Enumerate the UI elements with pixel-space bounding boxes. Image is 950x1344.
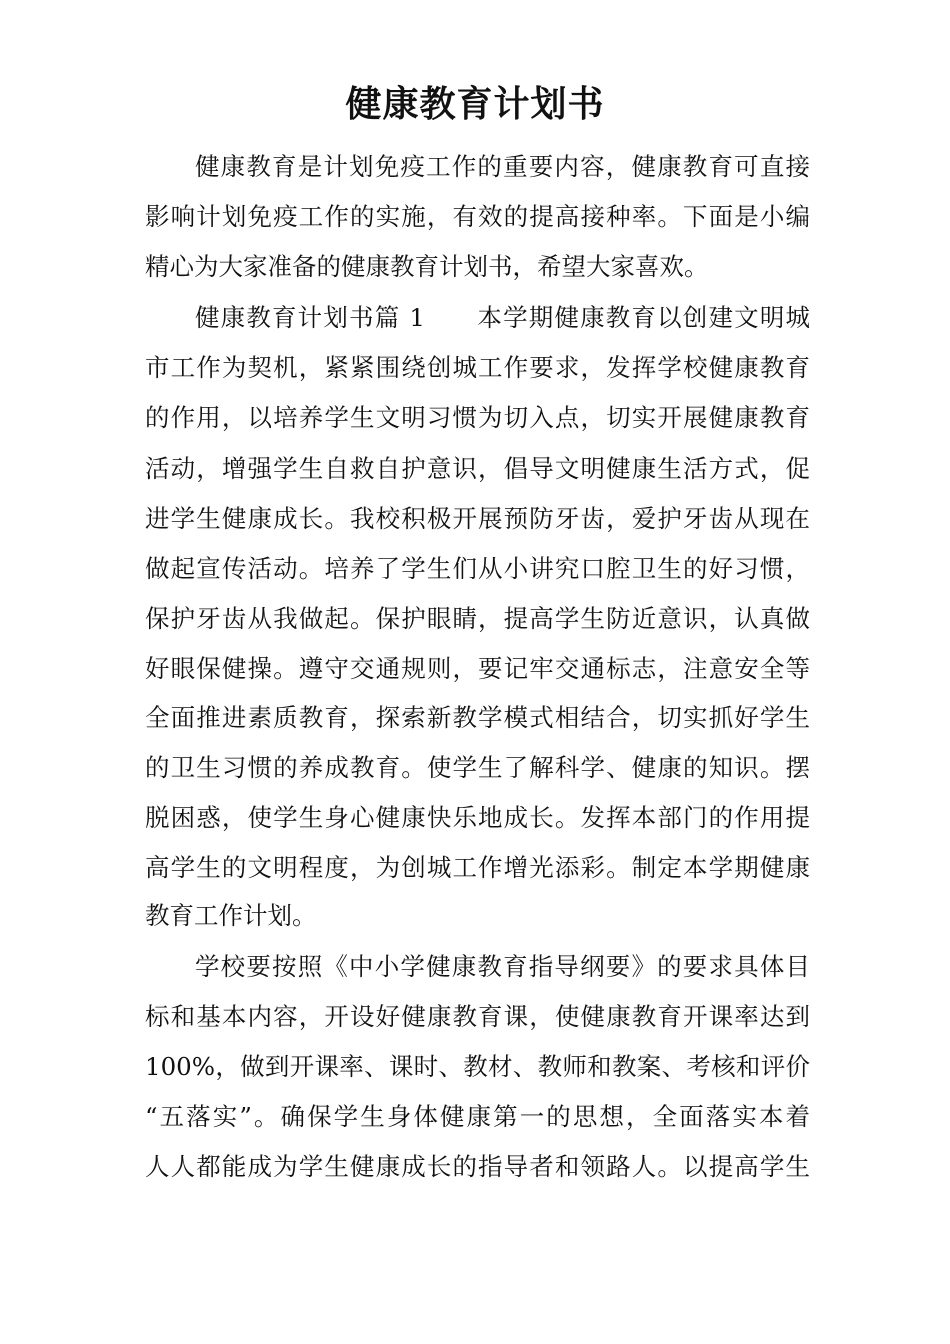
paragraph-line: 全面推进素质教育，探索新教学模式相结合，切实抓好学生 xyxy=(145,703,810,732)
paragraph-line: 脱困惑，使学生身心健康快乐地成长。发挥本部门的作用提 xyxy=(145,803,810,832)
paragraph-line: 健康教育是计划免疫工作的重要内容，健康教育可直接 xyxy=(195,152,810,181)
paragraph-line: 好眼保健操。遵守交通规则，要记牢交通标志，注意安全等 xyxy=(145,654,810,683)
paragraph-line: “五落实”。确保学生身体健康第一的思想，全面落实本着 xyxy=(145,1102,810,1131)
document-title: 健康教育计划书 xyxy=(345,83,605,125)
paragraph-line: 保护牙齿从我做起。保护眼睛，提高学生防近意识，认真做 xyxy=(145,604,810,633)
paragraph-line: 的作用，以培养学生文明习惯为切入点，切实开展健康教育 xyxy=(145,403,810,432)
paragraph-line: 教育工作计划。 xyxy=(145,901,317,930)
paragraph-line: 健康教育计划书篇 1 本学期健康教育以创建文明城 xyxy=(195,303,810,332)
paragraph-line: 高学生的文明程度，为创城工作增光添彩。制定本学期健康 xyxy=(145,853,810,882)
paragraph-line: 学校要按照《中小学健康教育指导纲要》的要求具体目 xyxy=(195,952,810,981)
paragraph-line: 标和基本内容，开设好健康教育课，使健康教育开课率达到 xyxy=(145,1002,810,1031)
paragraph-line: 100%，做到开课率、课时、教材、教师和教案、考核和评价 xyxy=(145,1052,810,1081)
paragraph-line: 做起宣传活动。培养了学生们从小讲究口腔卫生的好习惯， xyxy=(145,554,810,583)
paragraph-line: 市工作为契机，紧紧围绕创城工作要求，发挥学校健康教育 xyxy=(145,353,810,382)
paragraph-line: 精心为大家准备的健康教育计划书，希望大家喜欢。 xyxy=(145,252,709,281)
paragraph-line: 活动，增强学生自救自护意识，倡导文明健康生活方式，促 xyxy=(145,454,810,483)
paragraph-line: 进学生健康成长。我校积极开展预防牙齿，爱护牙齿从现在 xyxy=(145,504,810,533)
paragraph-line: 的卫生习惯的养成教育。使学生了解科学、健康的知识。摆 xyxy=(145,753,810,782)
paragraph-line: 影响计划免疫工作的实施，有效的提高接种率。下面是小编 xyxy=(145,202,810,231)
paragraph-line: 人人都能成为学生健康成长的指导者和领路人。以提高学生 xyxy=(145,1152,810,1181)
